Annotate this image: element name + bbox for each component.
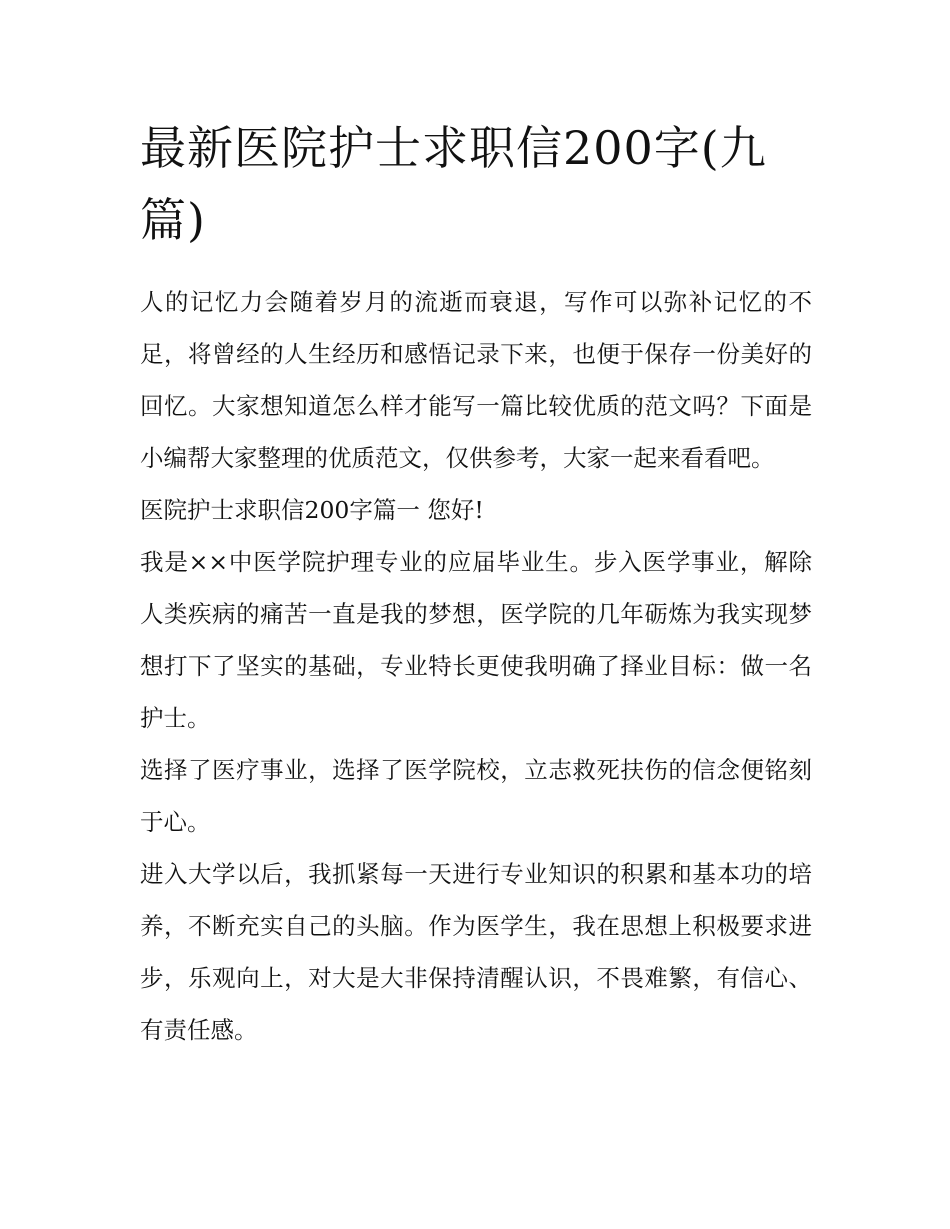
document-title: 最新医院护士求职信200字(九篇) [140, 121, 767, 247]
paragraph-career-choice: 选择了医疗事业，选择了医学院校，立志救死扶伤的信念便铭刻于心。 [140, 756, 812, 836]
paragraph-section-heading: 医院护士求职信200字篇一 您好! [140, 496, 484, 524]
paragraph-self-introduction: 我是××中医学院护理专业的应届毕业生。步入医学事业，解除人类疾病的痛苦一直是我的梦想，医学院的几年砺炼为我实现梦想打下了坚实的基础，专业特长更使我明确了择业目标：做一名护士。 [140, 548, 812, 732]
paragraph-intro: 人的记忆力会随着岁月的流逝而衰退，写作可以弥补记忆的不足，将曾经的人生经历和感悟记录下来，也便于保存一份美好的回忆。大家想知道怎么样才能写一篇比较优质的范文吗？下面是小编帮大家整理的优质范文，仅供参考，大家一起来看看吧。 [140, 288, 812, 472]
document-body [140, 276, 812, 1056]
paragraph-university-study: 进入大学以后，我抓紧每一天进行专业知识的积累和基本功的培养，不断充实自己的头脑。作为医学生，我在思想上积极要求进步，乐观向上，对大是大非保持清醒认识，不畏难繁，有信心、有责任感。 [140, 860, 812, 1044]
